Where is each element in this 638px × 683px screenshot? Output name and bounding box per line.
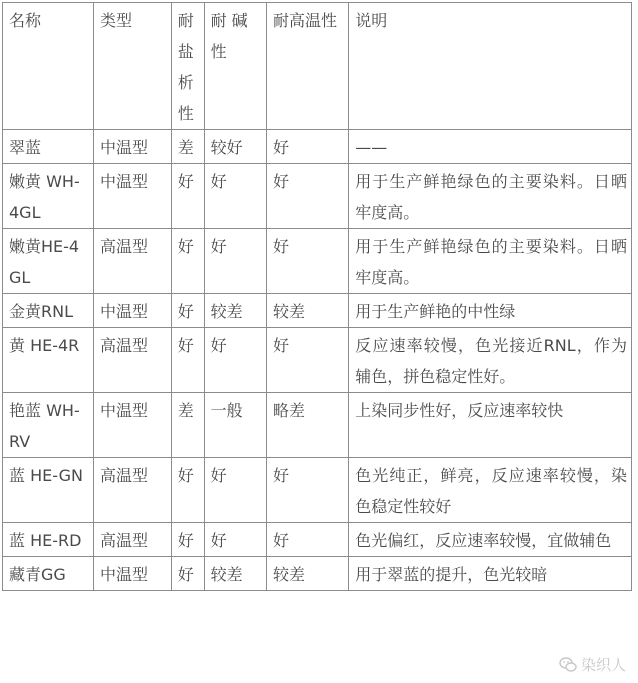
header-alkali-resistance: 耐 碱性 [204,3,266,130]
table-row [3,557,632,591]
cell-heat-resistance: 较差 [267,557,349,591]
cell-salt-resistance: 好 [171,328,204,393]
cell-heat-resistance: 略差 [267,393,349,458]
table-row [3,328,632,393]
cell-name: 蓝 HE-GN [3,458,94,523]
cell-alkali-resistance: 较差 [204,557,266,591]
cell-heat-resistance: 较差 [267,294,349,328]
cell-description: 色光纯正，鲜亮，反应速率较慢，染色稳定性较好 [349,458,632,523]
cell-description: 反应速率较慢，色光接近RNL，作为辅色，拼色稳定性好。 [349,328,632,393]
cell-type: 中温型 [93,393,171,458]
cell-type: 中温型 [93,294,171,328]
cell-description: 用于生产鲜艳的中性绿 [349,294,632,328]
cell-name: 嫩黄HE-4GL [3,229,94,294]
watermark-text: 染织人 [580,656,626,674]
cell-salt-resistance: 好 [171,523,204,557]
cell-type: 中温型 [93,130,171,164]
table-row [3,229,632,294]
cell-heat-resistance: 好 [267,458,349,523]
table-row [3,164,632,229]
table-row [3,393,632,458]
cell-heat-resistance: 好 [267,164,349,229]
cell-name: 藏青GG [3,557,94,591]
header-type: 类型 [93,3,171,130]
cell-heat-resistance: 好 [267,130,349,164]
cell-type: 高温型 [93,328,171,393]
cell-type: 中温型 [93,164,171,229]
cell-name: 金黄RNL [3,294,94,328]
cell-description: —— [349,130,632,164]
cell-description: 上染同步性好，反应速率较快 [349,393,632,458]
cell-type: 高温型 [93,229,171,294]
cell-type: 高温型 [93,523,171,557]
table-row [3,294,632,328]
cell-salt-resistance: 差 [171,393,204,458]
cell-alkali-resistance: 好 [204,458,266,523]
cell-type: 高温型 [93,458,171,523]
cell-name: 翠蓝 [3,130,94,164]
cell-name: 黄 HE-4R [3,328,94,393]
cell-salt-resistance: 好 [171,229,204,294]
cell-alkali-resistance: 好 [204,328,266,393]
cell-alkali-resistance: 好 [204,523,266,557]
cell-type: 中温型 [93,557,171,591]
cell-salt-resistance: 好 [171,458,204,523]
cell-salt-resistance: 好 [171,557,204,591]
cell-name: 嫩黄 WH-4GL [3,164,94,229]
cell-description: 用于生产鲜艳绿色的主要染料。日晒牢度高。 [349,164,632,229]
cell-description: 色光偏红，反应速率较慢，宜做辅色 [349,523,632,557]
cell-heat-resistance: 好 [267,229,349,294]
cell-alkali-resistance: 好 [204,229,266,294]
cell-alkali-resistance: 较差 [204,294,266,328]
table-row [3,130,632,164]
table-row [3,523,632,557]
header-salt-resistance: 耐盐析性 [171,3,204,130]
header-name: 名称 [3,3,94,130]
cell-alkali-resistance: 一般 [204,393,266,458]
cell-description: 用于生产鲜艳绿色的主要染料。日晒牢度高。 [349,229,632,294]
header-description: 说明 [349,3,632,130]
cell-heat-resistance: 好 [267,523,349,557]
table-row [3,458,632,523]
cell-alkali-resistance: 好 [204,164,266,229]
header-heat-resistance: 耐高温性 [267,3,349,130]
cell-salt-resistance: 差 [171,130,204,164]
cell-heat-resistance: 好 [267,328,349,393]
dye-properties-table [2,2,632,591]
table-header-row [3,3,632,130]
cell-salt-resistance: 好 [171,294,204,328]
wechat-icon [559,657,577,673]
cell-description: 用于翠蓝的提升，色光较暗 [349,557,632,591]
cell-name: 艳蓝 WH-RV [3,393,94,458]
cell-salt-resistance: 好 [171,164,204,229]
cell-name: 蓝 HE-RD [3,523,94,557]
cell-alkali-resistance: 较好 [204,130,266,164]
watermark [559,654,626,675]
